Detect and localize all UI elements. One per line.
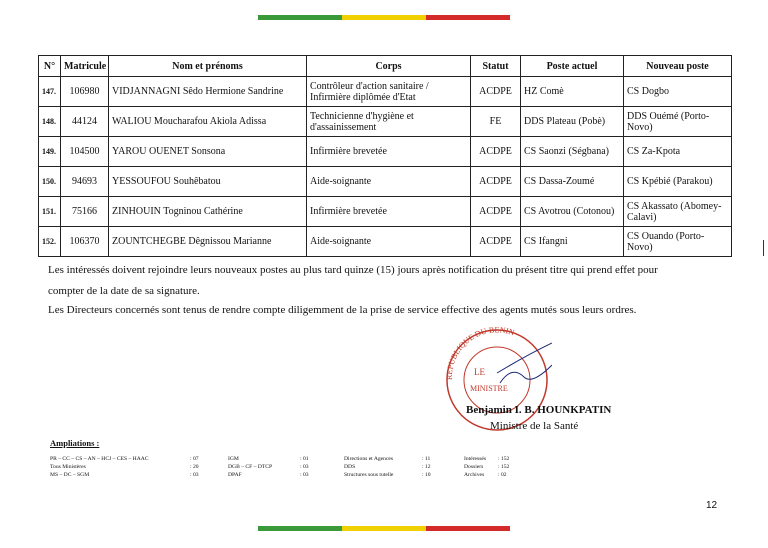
cell-nom: ZINHOUIN Togninou Cathérine bbox=[109, 197, 307, 227]
table-row bbox=[39, 197, 732, 227]
ampliation-entry bbox=[344, 463, 431, 471]
ampliation-label: Dossiers bbox=[464, 464, 484, 470]
cell-nouveau-poste: CS Ouando (Porto-Novo) bbox=[624, 227, 732, 257]
cell-matricule: 106370 bbox=[61, 227, 109, 257]
cell-statut: ACDPE bbox=[471, 197, 521, 227]
cell-corps: Contrôleur d'action sanitaire / Infirmière diplômée d'Etat bbox=[307, 77, 471, 107]
ampliation-entry bbox=[50, 455, 199, 463]
ampliation-value: : 03 bbox=[300, 464, 309, 470]
transfer-table bbox=[38, 55, 732, 257]
header-corps: Corps bbox=[307, 56, 471, 77]
ampliation-value: : 20 bbox=[190, 464, 199, 470]
flag-yellow bbox=[342, 526, 426, 531]
cell-matricule: 44124 bbox=[61, 107, 109, 137]
flag-stripe-bottom bbox=[258, 526, 510, 531]
cell-num: 151. bbox=[39, 197, 61, 227]
cell-poste-actuel: DDS Plateau (Pobè) bbox=[521, 107, 624, 137]
cell-statut: ACDPE bbox=[471, 167, 521, 197]
ampliation-entry bbox=[50, 463, 199, 471]
ampliation-entry bbox=[464, 471, 509, 479]
cell-statut: ACDPE bbox=[471, 77, 521, 107]
ampliations-col-1 bbox=[50, 455, 199, 479]
table-row bbox=[39, 77, 732, 107]
ampliation-entry bbox=[344, 455, 431, 463]
paragraph-rejoindre-cont: compter de la date de sa signature. bbox=[48, 285, 200, 297]
ampliation-entry bbox=[464, 455, 509, 463]
cell-nouveau-poste: CS Za-Kpota bbox=[624, 137, 732, 167]
minister-title: Ministre de la Santé bbox=[490, 420, 579, 432]
ampliation-value: : 03 bbox=[300, 472, 309, 478]
ampliation-value: : 03 bbox=[190, 472, 199, 478]
cell-nouveau-poste: CS Kpébié (Parakou) bbox=[624, 167, 732, 197]
ampliation-label: Directions et Agences bbox=[344, 456, 394, 462]
ampliation-value: : 01 bbox=[300, 456, 309, 462]
cell-poste-actuel: CS Ifangni bbox=[521, 227, 624, 257]
ampliation-entry bbox=[50, 471, 199, 479]
scan-edge-mark bbox=[763, 240, 764, 256]
cell-matricule: 94693 bbox=[61, 167, 109, 197]
ampliations-title: Ampliations : bbox=[50, 438, 100, 448]
cell-matricule: 104500 bbox=[61, 137, 109, 167]
ampliation-value: : 11 bbox=[422, 456, 431, 462]
svg-text:REPUBLIQUE DU BENIN: REPUBLIQUE DU BENIN bbox=[444, 325, 516, 381]
flag-green bbox=[258, 15, 342, 20]
ampliation-value: : 12 bbox=[422, 464, 431, 470]
cell-num: 150. bbox=[39, 167, 61, 197]
header-poste-actuel: Poste actuel bbox=[521, 56, 624, 77]
cell-corps: Aide-soignante bbox=[307, 167, 471, 197]
ampliation-value: : 152 bbox=[498, 464, 510, 470]
cell-poste-actuel: HZ Comè bbox=[521, 77, 624, 107]
cell-nom: ZOUNTCHEGBE Dêgnissou Marianne bbox=[109, 227, 307, 257]
table-row bbox=[39, 137, 732, 167]
svg-text:LE: LE bbox=[474, 367, 485, 377]
ampliation-entry bbox=[228, 463, 309, 471]
ampliation-value: : 152 bbox=[498, 456, 510, 462]
cell-nom: VIDJANNAGNI Sêdo Hermione Sandrine bbox=[109, 77, 307, 107]
header-nom: Nom et prénoms bbox=[109, 56, 307, 77]
ampliation-value: : 10 bbox=[422, 472, 431, 478]
cell-poste-actuel: CS Avotrou (Cotonou) bbox=[521, 197, 624, 227]
cell-statut: ACDPE bbox=[471, 227, 521, 257]
ampliation-value: : 07 bbox=[190, 456, 199, 462]
header-num: N° bbox=[39, 56, 61, 77]
cell-corps: Infirmière brevetée bbox=[307, 197, 471, 227]
ampliations-col-3 bbox=[344, 455, 431, 479]
official-stamp bbox=[442, 325, 552, 435]
ampliation-label: Tous Ministères bbox=[50, 464, 86, 470]
cell-corps: Technicienne d'hygiène et d'assainissement bbox=[307, 107, 471, 137]
header-matricule: Matricule bbox=[61, 56, 109, 77]
ampliation-label: DDS bbox=[344, 464, 356, 470]
ampliation-label: IGM bbox=[228, 456, 239, 462]
cell-nouveau-poste: DDS Ouémé (Porto-Novo) bbox=[624, 107, 732, 137]
svg-text:MINISTRE: MINISTRE bbox=[470, 384, 508, 393]
cell-nouveau-poste: CS Dogbo bbox=[624, 77, 732, 107]
ampliation-label: DPAF bbox=[228, 472, 242, 478]
table-header-row bbox=[39, 56, 732, 77]
cell-num: 149. bbox=[39, 137, 61, 167]
cell-statut: ACDPE bbox=[471, 137, 521, 167]
table-row bbox=[39, 227, 732, 257]
cell-nom: YESSOUFOU Souhêbatou bbox=[109, 167, 307, 197]
ampliation-entry bbox=[228, 455, 309, 463]
ampliations-col-2 bbox=[228, 455, 309, 479]
flag-green bbox=[258, 526, 342, 531]
cell-poste-actuel: CS Dassa-Zoumé bbox=[521, 167, 624, 197]
flag-stripe-top bbox=[258, 15, 510, 20]
cell-nouveau-poste: CS Akassato (Abomey-Calavi) bbox=[624, 197, 732, 227]
flag-red bbox=[426, 15, 510, 20]
paragraph-directeurs: Les Directeurs concernés sont tenus de rendre compte diligemment de la prise de service effective des agents mutés sous leurs ordres. bbox=[48, 304, 637, 316]
ampliations-col-4 bbox=[464, 455, 509, 479]
cell-matricule: 106980 bbox=[61, 77, 109, 107]
cell-nom: YAROU OUENET Sonsona bbox=[109, 137, 307, 167]
ampliation-label: MS – DC – SGM bbox=[50, 472, 90, 478]
cell-num: 148. bbox=[39, 107, 61, 137]
ampliation-entry bbox=[228, 471, 309, 479]
paragraph-rejoindre: Les intéressés doivent rejoindre leurs nouveaux postes au plus tard quinze (15) jours après notification du présent titre qui prend effet pour bbox=[48, 264, 658, 276]
cell-statut: FE bbox=[471, 107, 521, 137]
minister-name: Benjamin I. B. HOUNKPATIN bbox=[466, 404, 612, 416]
table-row bbox=[39, 107, 732, 137]
header-statut: Statut bbox=[471, 56, 521, 77]
ampliation-entry bbox=[344, 471, 431, 479]
ampliation-label: Archives bbox=[464, 472, 485, 478]
ampliation-label: PR – CC – CS – AN – HCJ – CES – HAAC bbox=[50, 456, 149, 462]
cell-corps: Aide-soignante bbox=[307, 227, 471, 257]
cell-nom: WALIOU Moucharafou Akiola Adissa bbox=[109, 107, 307, 137]
cell-matricule: 75166 bbox=[61, 197, 109, 227]
ampliation-label: Structures sous tutelle bbox=[344, 472, 394, 478]
cell-poste-actuel: CS Saonzi (Ségbana) bbox=[521, 137, 624, 167]
ampliation-label: DGB – CF – DTCP bbox=[228, 464, 273, 470]
cell-num: 152. bbox=[39, 227, 61, 257]
cell-corps: Infirmière brevetée bbox=[307, 137, 471, 167]
cell-num: 147. bbox=[39, 77, 61, 107]
ampliation-entry bbox=[464, 463, 509, 471]
table-row bbox=[39, 167, 732, 197]
flag-yellow bbox=[342, 15, 426, 20]
flag-red bbox=[426, 526, 510, 531]
ampliation-label: Intéressés bbox=[464, 456, 487, 462]
header-nouveau-poste: Nouveau poste bbox=[624, 56, 732, 77]
ampliation-value: : 02 bbox=[498, 472, 507, 478]
page-number: 12 bbox=[706, 500, 718, 511]
